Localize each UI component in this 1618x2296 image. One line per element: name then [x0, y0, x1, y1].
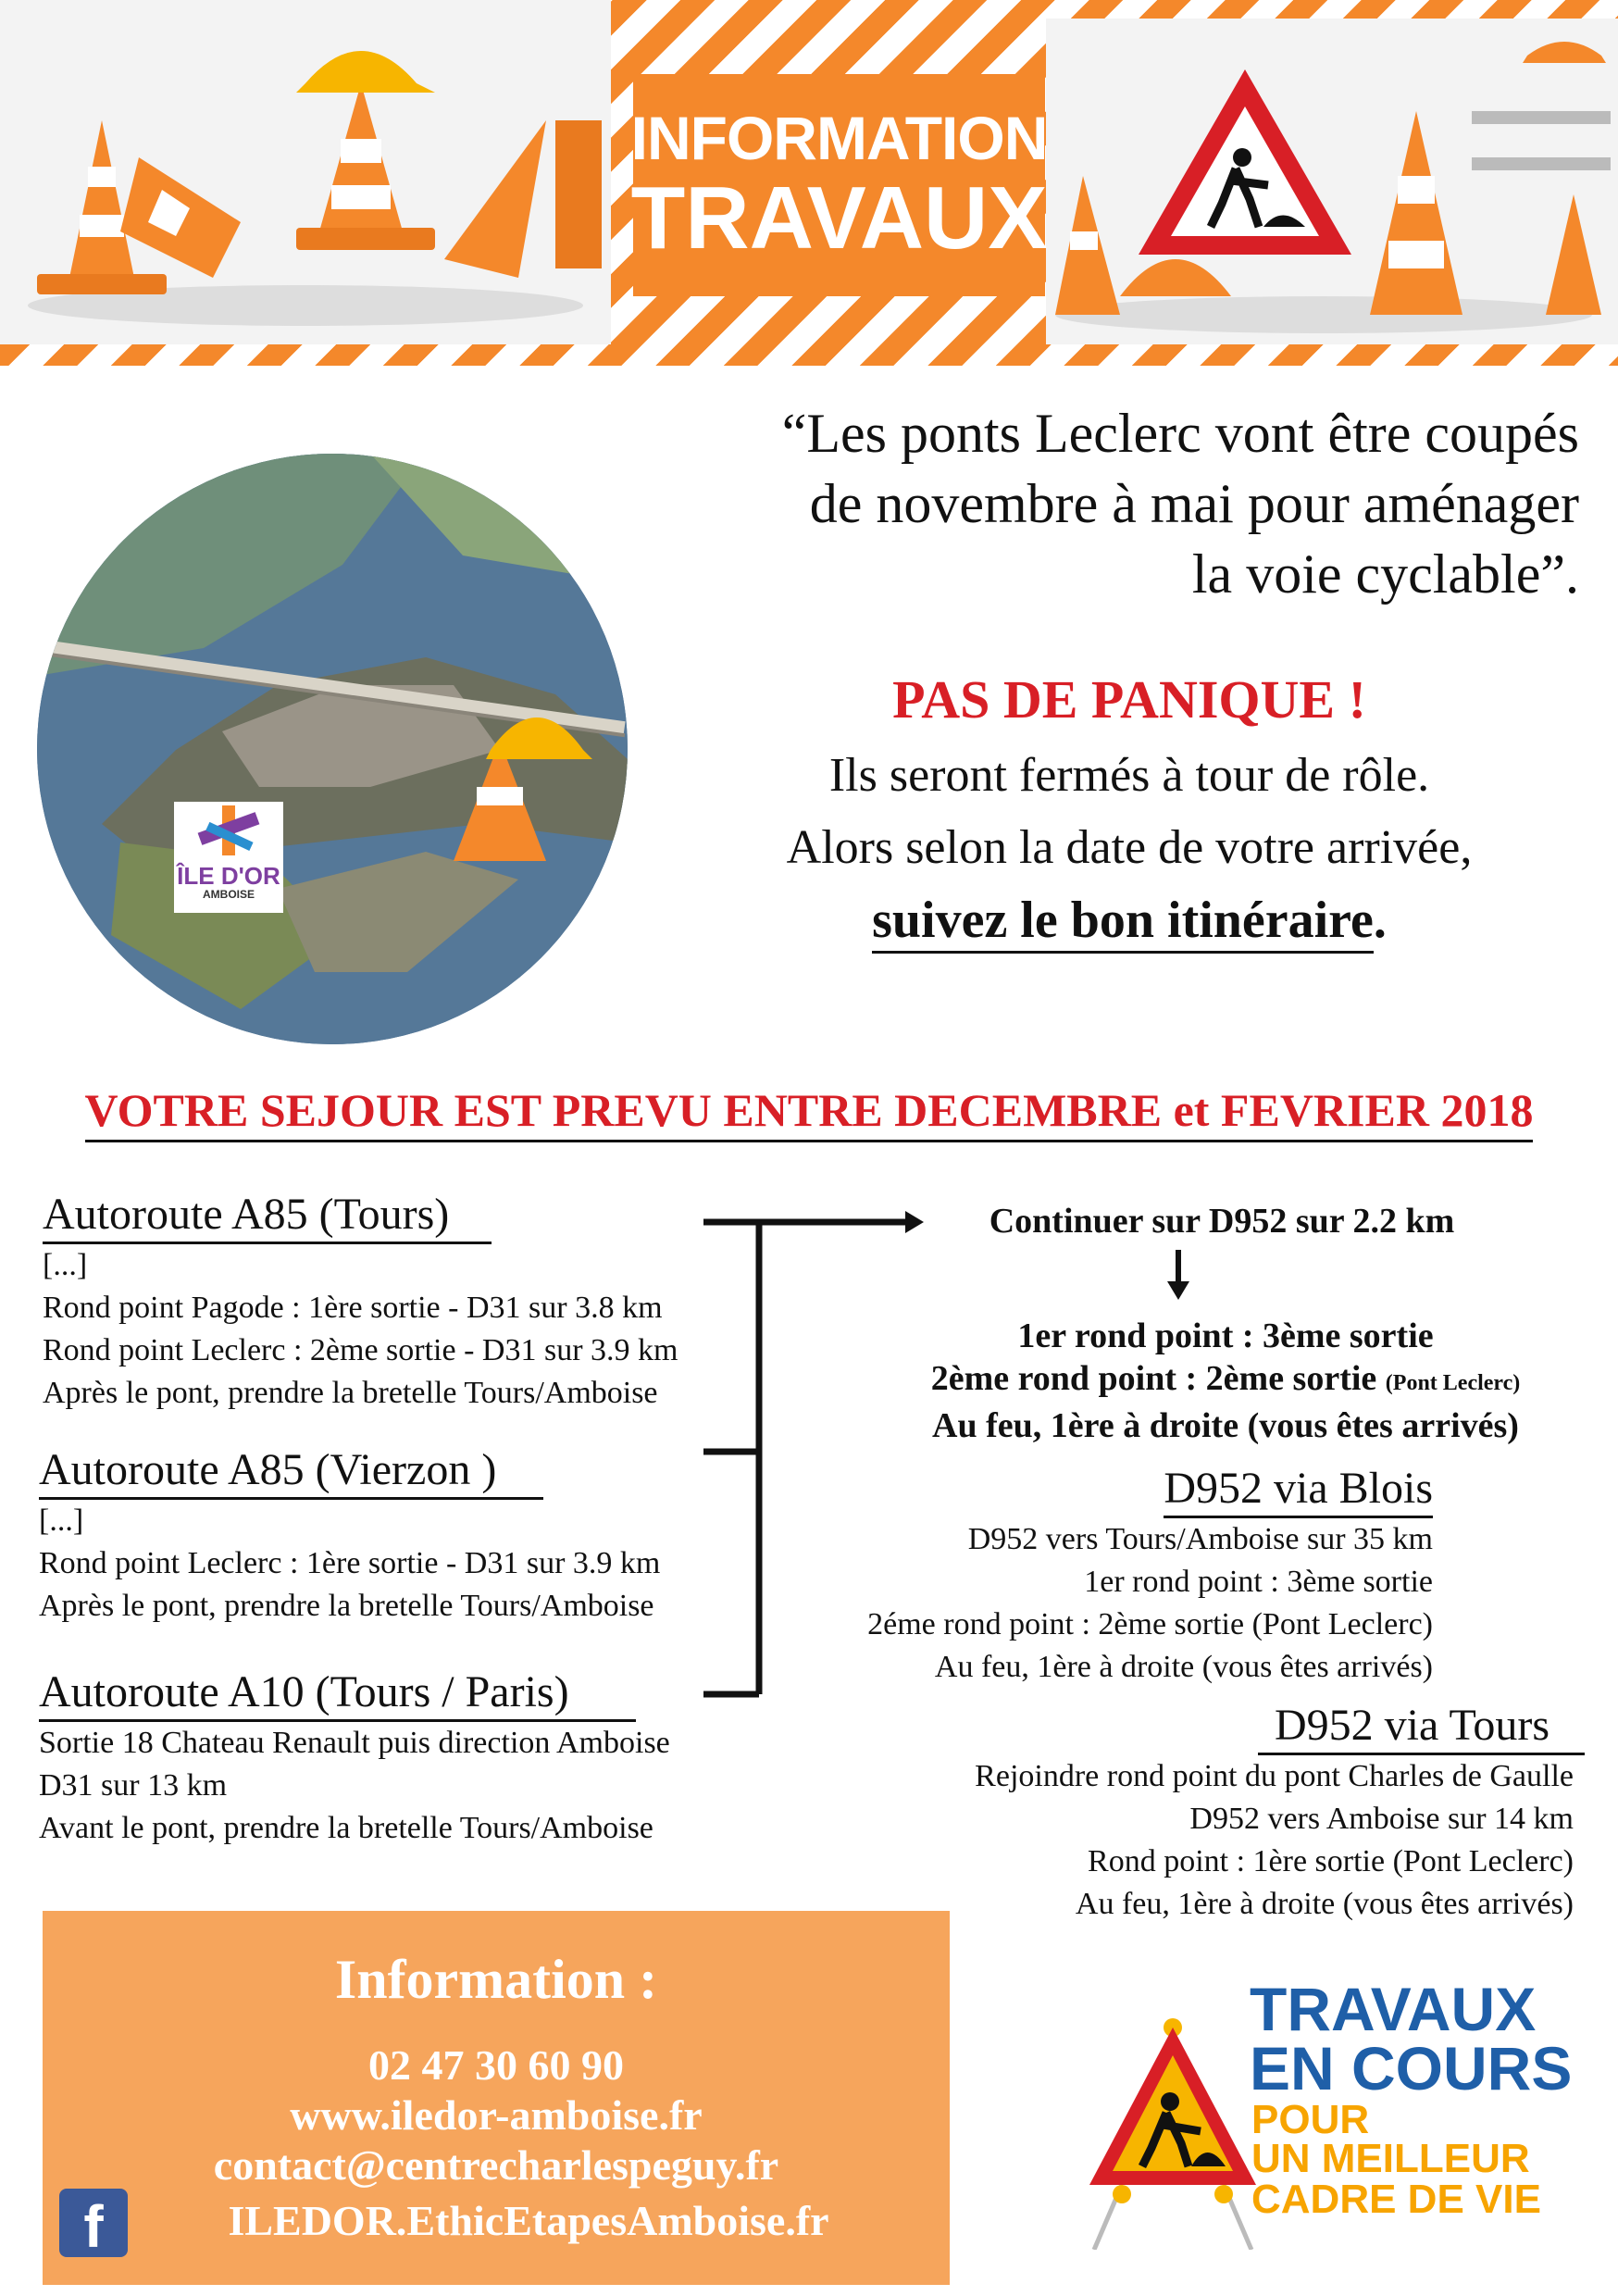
route-a85-vierzon — [39, 1444, 660, 1628]
quote-block — [782, 398, 1579, 609]
route-line: Après le pont, prendre la bretelle Tours/Amboise — [39, 1589, 654, 1623]
header-line2: TRAVAUX — [630, 168, 1048, 268]
down-arrow-icon — [1164, 1250, 1192, 1302]
panic-line1: Ils seront fermés à tour de rôle. — [828, 749, 1430, 802]
continue-line1: 1er rond point : 3ème sortie — [1017, 1316, 1434, 1355]
route-line: [...] — [43, 1248, 88, 1282]
blois-line: 2éme rond point : 2ème sortie (Pont Leclerc) — [867, 1607, 1433, 1641]
left-image-panel — [0, 0, 611, 344]
travaux-line3: POUR — [1251, 2097, 1370, 2142]
blois-line: 1er rond point : 3ème sortie — [1084, 1565, 1433, 1599]
d952-tours — [1258, 1700, 1585, 1755]
itinerary-line — [713, 891, 1546, 950]
travaux-line5: CADRE DE VIE — [1251, 2177, 1541, 2222]
continue-text: Continuer sur D952 sur 2.2 km — [989, 1202, 1455, 1241]
itinerary-period: . — [1373, 892, 1387, 949]
route-line: [...] — [39, 1504, 84, 1538]
logo-name: ÎLE D'OR — [177, 862, 280, 890]
route-title: Autoroute A10 (Tours / Paris) — [39, 1666, 636, 1722]
continue-line2-small: (Pont Leclerc) — [1385, 1371, 1521, 1395]
route-line: Rond point Leclerc : 1ère sortie - D31 sur 3.9 km — [39, 1546, 661, 1580]
info-website[interactable]: www.iledor-amboise.fr — [290, 2091, 703, 2139]
tours-line: D952 vers Amboise sur 14 km — [1189, 1802, 1574, 1836]
blois-title: D952 via Blois — [1164, 1463, 1433, 1518]
route-line: Rond point Pagode : 1ère sortie - D31 sur 3.8 km — [43, 1291, 663, 1325]
tours-line: Rejoindre rond point du pont Charles de Gaulle — [975, 1759, 1574, 1793]
route-a85-tours — [43, 1189, 678, 1415]
info-phone: 02 47 30 60 90 — [368, 2041, 624, 2089]
sejour-heading — [37, 1083, 1581, 1137]
facebook-icon[interactable]: f — [59, 2189, 128, 2257]
info-title: Information : — [334, 1949, 658, 2010]
panic-line2: Alors selon la date de votre arrivée, — [786, 821, 1473, 874]
tours-line: Rond point : 1ère sortie (Pont Leclerc) — [1088, 1844, 1574, 1878]
continue-line2-wrap — [902, 1357, 1550, 1404]
d952-blois — [1164, 1463, 1433, 1518]
route-a10 — [39, 1666, 670, 1850]
travaux-line2: EN COURS — [1250, 2034, 1573, 2103]
route-line: Après le pont, prendre la bretelle Tours/Amboise — [43, 1376, 658, 1410]
info-facebook[interactable]: ILEDOR.EthicEtapesAmboise.fr — [228, 2197, 829, 2244]
blois-line: D952 vers Tours/Amboise sur 35 km — [967, 1522, 1433, 1556]
cone-helmet-icon — [435, 685, 602, 870]
roadworks-sign-icon — [1085, 2000, 1261, 2250]
route-line: Rond point Leclerc : 2ème sortie - D31 sur 3.9 km — [43, 1333, 678, 1367]
route-title: Autoroute A85 (Tours) — [43, 1189, 492, 1244]
road-sign-illustration — [1046, 19, 1618, 344]
header-line1: INFORMATION — [630, 104, 1048, 172]
information-box — [43, 1911, 950, 2285]
continue-steps — [902, 1315, 1550, 1447]
continue-line2: 2ème rond point : 2ème sortie — [930, 1359, 1377, 1398]
route-line: Avant le pont, prendre la bretelle Tours/Amboise — [39, 1811, 653, 1845]
traffic-cones-illustration — [0, 0, 611, 344]
ile-dor-logo — [174, 802, 283, 913]
right-image-panel — [1046, 19, 1618, 344]
logo-cross-icon — [174, 802, 283, 859]
travaux-line1: TRAVAUX — [1250, 1975, 1537, 2043]
tours-title: D952 via Tours — [1258, 1700, 1585, 1755]
itinerary-text: suivez le bon itinéraire — [872, 892, 1374, 954]
quote-line3: la voie cyclable”. — [1191, 543, 1579, 605]
continue-line3: Au feu, 1ère à droite (vous êtes arrivés) — [932, 1406, 1519, 1445]
aerial-photo-circle — [37, 454, 628, 1044]
route-line: Sortie 18 Chateau Renault puis direction Amboise — [39, 1726, 670, 1760]
information-travaux-title — [630, 74, 1048, 296]
blois-line: Au feu, 1ère à droite (vous êtes arrivés) — [934, 1650, 1433, 1684]
blois-lines — [867, 1518, 1433, 1689]
logo-sub: AMBOISE — [202, 888, 255, 901]
quote-line1: “Les ponts Leclerc vont être coupés — [781, 403, 1579, 464]
sejour-text: VOTRE SEJOUR EST PREVU ENTRE DECEMBRE et FEVRIER 2018 — [85, 1084, 1534, 1142]
tours-lines — [975, 1755, 1574, 1926]
header-banner — [0, 0, 1618, 366]
panic-title: PAS DE PANIQUE ! — [892, 669, 1366, 730]
tours-line: Au feu, 1ère à droite (vous êtes arrivés) — [1075, 1887, 1574, 1921]
route-line: D31 sur 13 km — [39, 1768, 228, 1803]
info-email[interactable]: contact@centrecharlespeguy.fr — [213, 2141, 779, 2189]
quote-line2: de novembre à mai pour aménager — [809, 473, 1579, 534]
travaux-line4: UN MEILLEUR — [1251, 2136, 1530, 2181]
route-title: Autoroute A85 (Vierzon ) — [39, 1444, 543, 1500]
